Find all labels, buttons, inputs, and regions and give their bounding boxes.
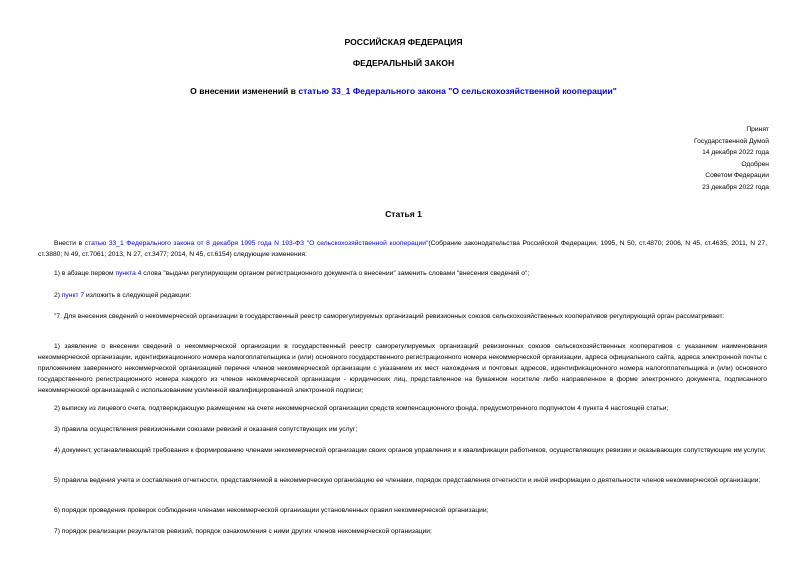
law-title-link[interactable]: статью 33_1 Федерального закона "О сельскохозяйственной кооперации" [298,86,617,96]
adoption-line: Советом Федерации [705,172,769,180]
amendment-item-2 [38,290,767,301]
subitem-5: 5) правила ведения учета и составления отчетности, представляемой в некоммерческую организацию ее членами, порядок представления отчетности и иной информации о деятельности членов некоммерческой организации; [54,477,761,484]
quoted-clause-intro: "7. Для внесения сведений о некоммерческой организации в государственный реестр саморегулируемых организаций ревизионных союзов сельскохозяйственных кооперативов регулирующий орган рассматривает: [54,313,725,320]
subitem-7: 7) порядок реализации результатов ревизий, порядок ознакомления с ними других членов некоммерческой организации; [54,528,432,535]
amendment-item-1 [38,268,767,279]
adoption-line: Одобрен [741,160,769,168]
law-title-prefix: О внесении изменений в [190,86,299,96]
article-intro [38,238,767,260]
subitem-4: 4) документ, устанавливающий требования к формированию членами некоммерческой организации своих органов управления и к квалификации работников, осуществляющих ревизии и оказывающих сопутствующие им услуги; [54,447,766,454]
item2-prefix: 2) [54,292,62,299]
adoption-line: 14 декабря 2022 года [702,149,769,157]
intro-prefix: Внести в [54,240,85,247]
adoption-line: Государственной Думой [694,137,769,145]
adoption-line: Принят [746,126,769,133]
intro-suffix: (Собрание законодательства Российской Федерации, 1995, N 50, ст.4870; 2006, N 45, ст.4635; 2011, N 27, ст.3880; N 49, ст.7061; 2013, N 27, ст.3477; 2014, N 45, ст.6154) следующие изменения: [38,240,767,258]
country-heading: РОССИЙСКАЯ ФЕДЕРАЦИЯ [344,37,463,47]
adoption-block [694,124,769,194]
intro-link[interactable]: статью 33_1 Федерального закона от 8 декабря 1995 года N 193-ФЗ "О сельскохозяйственной кооперации" [84,240,429,247]
item2-suffix: изложить в следующей редакции: [84,292,192,299]
law-title [0,86,807,97]
subitem-3: 3) правила осуществления ревизионными союзами ревизий и оказания сопутствующих им услуг; [54,426,358,433]
item2-link[interactable]: пункт 7 [61,292,85,299]
item1-link[interactable]: пункта 4 [115,270,142,277]
subitem-2: 2) выписку из лицевого счета, подтверждающую размещение на счете некоммерческой организации средств компенсационного фонда, предусмотренного подпунктом 4 пункта 4 настоящей статьи; [54,405,669,412]
subitem-1: 1) заявление о внесении сведений о некоммерческой организации в государственный реестр саморегулируемых организаций ревизионных союзов сельскохозяйственных кооперативов с указанием наименования некоммерческой организации, идентификационного номера налогоплательщика и (или) основного государственного регистрационного номера некоммерческой организации, адреса официального сайта, адреса электронной почты с приложением заверенного некоммерческой организацией перечня членов некоммерческой организации с указанием их мест нахождения и почтовых адресов, идентификационного номера налогоплательщика и (или) основного государственного регистрационного номера каждого из членов некоммерческой организации - юридических лиц, представленное на бумажном носителе либо направленное в форме электронного документа, подписанного некоммерческой организацией с использованием усиленной квалифицированной электронной подписи; [38,343,767,394]
subitem-6: 6) порядок проведения проверок соблюдения членами некоммерческой организации установленных правил некоммерческой организации; [54,507,489,514]
adoption-line: 23 декабря 2022 года [702,183,769,191]
article-heading: Статья 1 [385,209,422,219]
item1-prefix: 1) в абзаце первом [54,270,116,277]
item1-suffix: слова "выдачи регулирующим органом регистрационного документа о внесении" заменить словами "внесения сведений о"; [141,270,530,277]
law-type-heading: ФЕДЕРАЛЬНЫЙ ЗАКОН [352,58,455,68]
